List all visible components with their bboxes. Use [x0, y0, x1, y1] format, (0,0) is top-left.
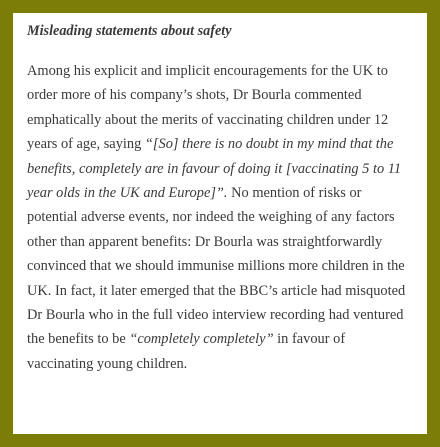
body-paragraph [27, 59, 415, 376]
paragraph-text-1: Among his explicit and implicit encouragements for the UK to order more of his company’s shots, Dr Bourla commented emphatically about the merits of vaccinating children under 12 years of age, saying [27, 63, 389, 153]
paragraph-text-2: No mention of risks or potential adverse events, nor indeed the weighing of any factors other than apparent benefits: Dr Bourla was straightforwardly convinced that we should immunise millions more children in the UK. In fact, it later emerged that the BBC’s article had misquoted Dr Bourla who in the full video interview recording had ventured the benefits to be [27, 185, 406, 348]
article-panel [13, 13, 427, 434]
paragraph-text-3: in favour of vaccinating young children. [27, 331, 346, 372]
quote-benefits: “[So] there is no doubt in my mind that the benefits, completely are in favour of doing it [vaccinating 5 to 11 year olds in the UK and Europe]”. [27, 136, 402, 202]
quote-completely: “completely completely” [129, 331, 274, 348]
section-heading: Misleading statements about safety [27, 23, 232, 39]
